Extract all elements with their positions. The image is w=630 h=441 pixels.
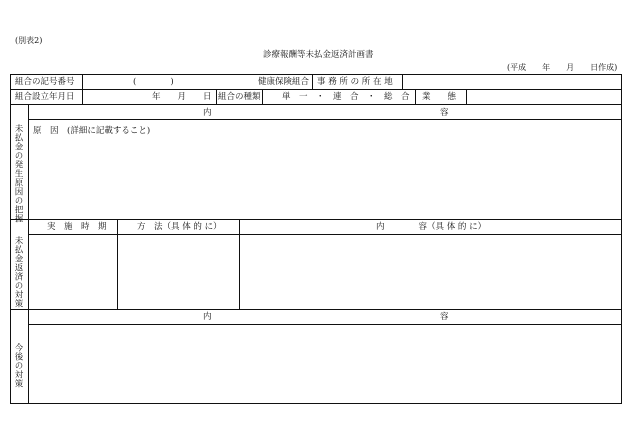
rule-v-office-value xyxy=(402,74,403,89)
future-header-right: 容 xyxy=(440,312,449,322)
annex-label: (別表2) xyxy=(15,36,43,45)
creation-date: (平成 年 月 日作成) xyxy=(507,63,618,72)
union-code-label: 組合の記号番号 xyxy=(15,77,75,87)
office-address-label: 事 務 所 の 所 在 地 xyxy=(317,77,393,87)
rule-future-top xyxy=(10,309,622,310)
rule-v-business-value xyxy=(466,89,467,104)
rule-plan-top xyxy=(10,219,622,220)
plan-section-label: 未払金返済の対策 xyxy=(13,236,23,308)
cause-header-left: 内 xyxy=(203,108,212,118)
plan-timing-input[interactable] xyxy=(30,236,116,308)
rule-v-business-label xyxy=(415,89,416,104)
office-address-field[interactable] xyxy=(404,76,620,88)
plan-method-input[interactable] xyxy=(119,236,238,308)
union-type-options[interactable]: 単 一 ・ 連 合 ・ 総 合 xyxy=(282,92,410,102)
plan-col-content: 内 容（具 体 的 に） xyxy=(376,222,487,232)
plan-col-method: 方 法（具 体 的 に） xyxy=(137,222,222,232)
future-section-label: 今後の対策 xyxy=(13,343,23,388)
business-type-label: 業 態 xyxy=(422,92,457,102)
cause-section-label: 未払金の発生原因の把握 xyxy=(13,124,23,223)
rule-future-header xyxy=(28,324,622,325)
rule-v-section xyxy=(28,104,29,404)
rule-row2 xyxy=(10,104,622,105)
plan-col-timing: 実 施 時 期 xyxy=(47,222,107,232)
document-title: 診療報酬等未払金返済計画書 xyxy=(263,50,374,60)
established-date-label: 組合設立年月日 xyxy=(15,92,75,102)
business-type-field[interactable] xyxy=(468,91,620,103)
future-input-area[interactable] xyxy=(30,326,620,402)
cause-input-area[interactable] xyxy=(30,140,620,218)
rule-v-office-label xyxy=(312,74,313,89)
rule-v-plan-timing xyxy=(117,219,118,309)
rule-cause-header xyxy=(28,119,622,120)
rule-v-plan-method xyxy=(239,219,240,309)
rule-v-date-end xyxy=(216,89,217,104)
future-header-left: 内 xyxy=(203,312,212,322)
cause-header-right: 容 xyxy=(440,108,449,118)
rule-v-label xyxy=(82,74,83,104)
health-union-label: 健康保険組合 xyxy=(258,77,310,87)
cause-body-text: 原 因 (詳細に記載すること) xyxy=(33,126,151,136)
union-type-label: 組合の種類 xyxy=(218,92,261,102)
union-code-field[interactable]: ( ) xyxy=(133,77,174,87)
rule-row1 xyxy=(10,89,622,90)
established-date-field[interactable]: 年 月 日 xyxy=(152,92,212,102)
rule-v-type-label xyxy=(262,89,263,104)
plan-content-input[interactable] xyxy=(241,236,620,308)
